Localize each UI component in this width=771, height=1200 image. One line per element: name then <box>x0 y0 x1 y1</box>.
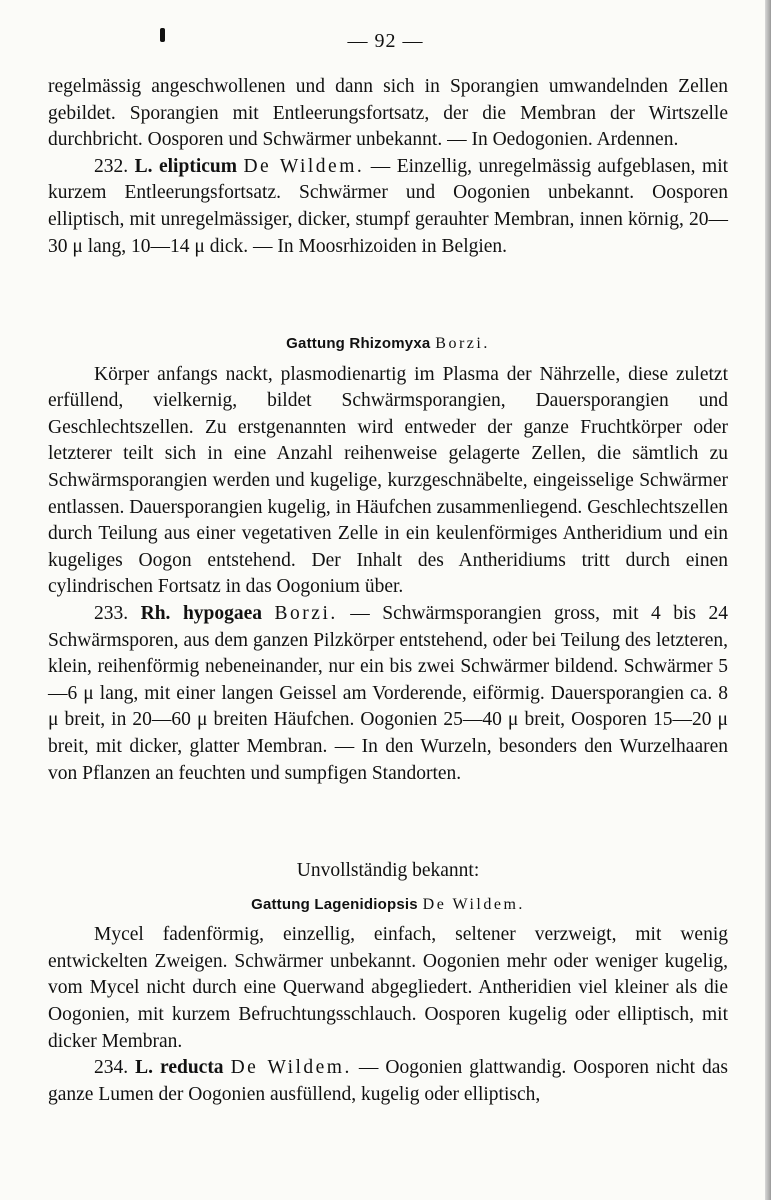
genus-heading-rhizomyxa <box>48 330 728 358</box>
species-233-author: Borzi. <box>274 602 338 624</box>
section-heading: Unvollständig bekannt: <box>296 860 480 881</box>
species-234-genus-abbrev: L. <box>135 1057 154 1079</box>
genus-label: Gattung Rhizomyxa <box>286 335 431 352</box>
species-234-description: — Oogonien glattwandig. Oosporen nicht das ganze Lumen der Oogonien ausfüllend, kugelig oder elliptisch, <box>48 1057 728 1105</box>
species-234-entry <box>48 1055 728 1108</box>
block-rhizomyxa <box>48 330 728 787</box>
species-234-author: De Wildem. <box>230 1057 352 1079</box>
species-233-number: 233. <box>94 602 129 624</box>
species-233-genus-abbrev: Rh. <box>140 602 171 624</box>
genus-heading-lagenidiopsis <box>48 891 728 919</box>
genus-description: Körper anfangs nackt, plasmodienartig im Plasma der Nährzelle, diese zuletzt erfüllend, vielkernig, bildet Schwärmsporangien, Dauersporangien und Geschlechtszellen. Zu erstgenannten wird entweder der ganze Fruchtkörper oder letzterer teilt sich in eine Anzahl reihenweise gelagerte Zellen, die sämtlich zu Schwärmsporangien werden und kugelige, kurzgeschnäbelte, eingeisselige Schwärmer entlassen. Dauersporangien kugelig, in Häufchen zusammenliegend. Geschlechtszellen durch Teilung aus einer vegetativen Zelle in ein keulenförmiges Antheridium und ein kugeliges Oogon entstehend. Der Inhalt des Antheridiums tritt durch einen cylindrischen Fortsatz in das Oogonium über. <box>48 363 728 598</box>
species-232-entry <box>48 154 728 260</box>
species-234-name: reducta <box>160 1057 224 1079</box>
page-edge-shadow <box>765 0 771 1200</box>
block-lagenidiopsis <box>48 858 728 1108</box>
species-232-author: De Wildem. <box>243 155 365 177</box>
page-number: — 92 — <box>347 30 424 52</box>
species-232-description: — Einzellig, unregelmässig aufgeblasen, mit kurzem Entleerungsfortsatz. Schwärmer und Oogonien unbekannt. Oosporen elliptisch, mit unregelmässiger, dicker, stumpf gerauhter Membran, innen körnig, 20—30 μ lang, 10—14 μ dick. — In Moosrhizoiden in Belgien. <box>48 155 729 257</box>
species-233-name: hypogaea <box>182 602 263 624</box>
continuation-paragraph: regelmässig angeschwollenen und dann sich in Sporangien umwandelnden Zellen gebildet. Sporangien mit Entleerungsfortsatz, der die Membran der Wirtszelle durchbricht. Oosporen und Schwärmer unbekannt. — In Oedogonien. Ardennen. <box>48 76 728 151</box>
species-233-description: — Schwärmsporangien gross, mit 4 bis 24 Schwärmsporen, aus dem ganzen Pilzkörper entstehend, oder bei Teilung des letzteren, klein, reihenförmig nebeneinander, nur ein bis zwei Schwärmer bildend. Schwärmer 5—6 μ lang, mit einer langen Geissel am Vorderende, eiförmig. Dauersporangien ca. 8 μ breit, in 20—60 μ breiten Häufchen. Oogonien 25—40 μ breit, Oosporen 15—20 μ breit, mit dicker, glatter Membran. — In den Wurzeln, besonders den Wurzelhaaren von Pflanzen an feuchten und sumpfigen Standorten. <box>48 602 729 784</box>
block-continuation <box>48 74 728 260</box>
genus-author: De Wildem. <box>422 895 525 913</box>
species-232-genus-abbrev: L. <box>134 155 153 177</box>
genus-description: Mycel fadenförmig, einzellig, einfach, seltener verzweigt, mit wenig entwickelten Zweigen. Schwärmer unbekannt. Oogonien mehr oder weniger kugelig, vom Mycel nicht durch eine Querwand abgegliedert. Antheridien viel kleiner als die Oogonien, mit kurzem Befruchtungsschlauch. Oosporen kugelig oder elliptisch, mit dicker Membran. <box>48 924 728 1052</box>
species-234-number: 234. <box>94 1057 129 1079</box>
genus-author: Borzi. <box>435 335 490 352</box>
genus-label: Gattung Lagenidiopsis <box>251 895 418 913</box>
species-233-entry <box>48 601 728 787</box>
species-232-number: 232. <box>94 155 129 177</box>
species-232-name: elipticum <box>158 155 237 177</box>
